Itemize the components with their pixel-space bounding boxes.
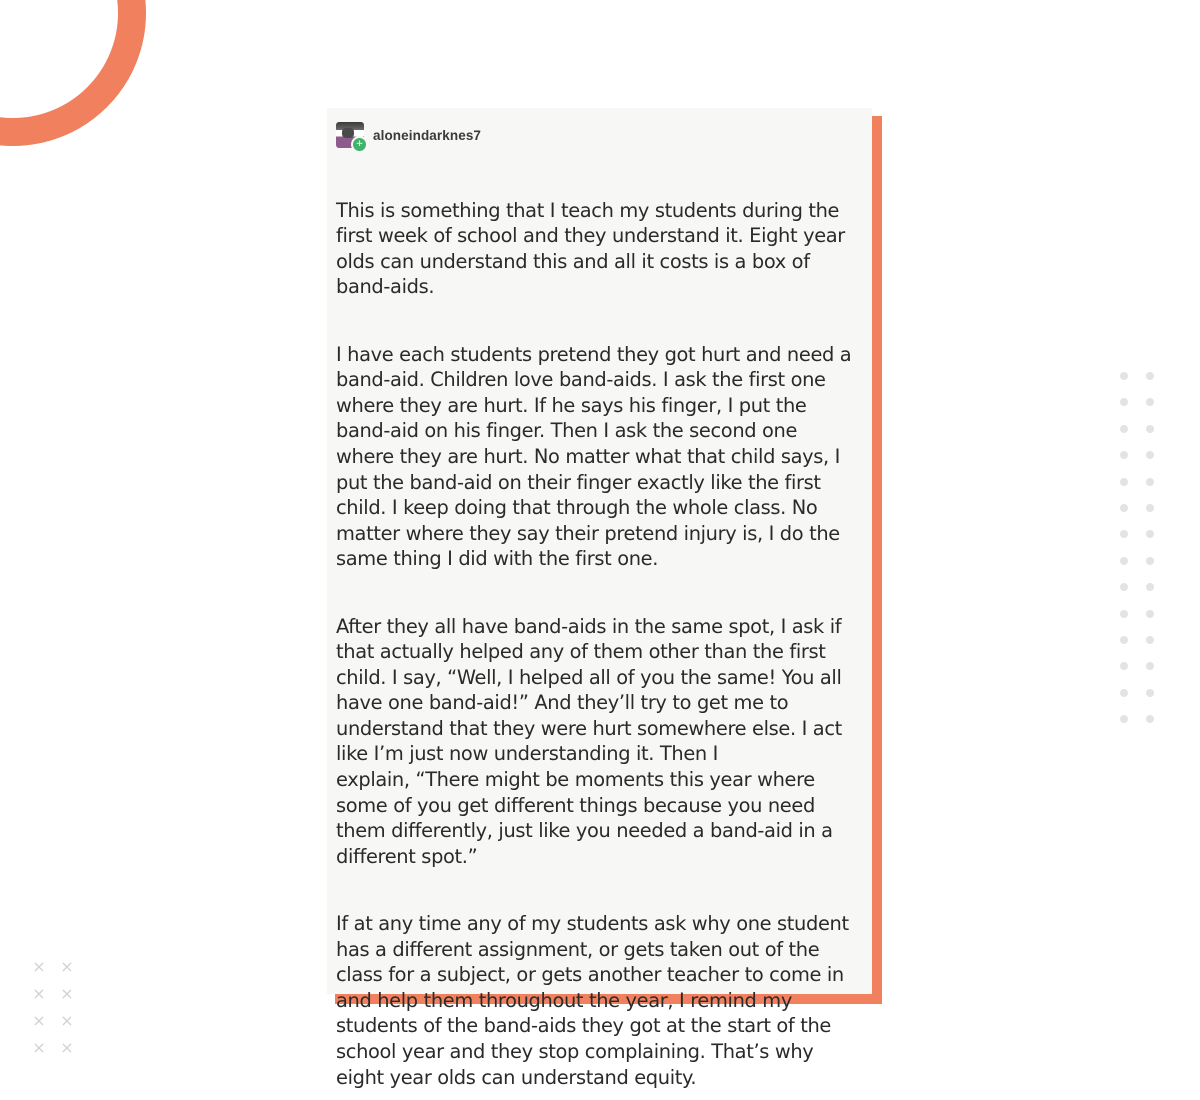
post-paragraph: If at any time any of my students ask why one student has a different assignment, or gets taken out of the class for a subject, or gets another teacher to come in and help them throughout the year, I remind my students of the band-aids they got at the start of the school year and they stop complaining. That’s why eight year olds can understand equity. (336, 912, 849, 1089)
post-card (327, 108, 872, 1089)
follow-plus-icon[interactable]: + (351, 136, 368, 153)
post-header (336, 120, 872, 150)
post-body (336, 172, 871, 1100)
post-paragraph: This is something that I teach my students during the first week of school and they understand it. Eight year olds can understand this and all it costs is a box of band-aids. (336, 198, 845, 299)
username[interactable]: aloneindarknes7 (373, 127, 482, 143)
post-paragraph: After they all have band-aids in the same spot, I ask if that actually helped any of them other than the first child. I say, “Well, I helped all of you the same! You all have one band-aid!” And they’ll try to get me to understand that they were hurt somewhere else. I act like I’m just now understanding it. Then I explain, “There might be moments this year where some of you get different things because you need them differently, just like you needed a band-aid in a different spot.” (336, 614, 842, 868)
avatar-face (342, 128, 354, 138)
decorative-ring (0, 0, 146, 146)
decorative-x-grid: × × × × × × × × (32, 957, 74, 1057)
post-paragraph: I have each students pretend they got hurt and need a band-aid. Children love band-aids. I ask the first one where they are hurt. If he says his finger, I put the band-aid on his finger. Then I ask the second one where they are hurt. No matter what that child says, I put the band-aid on their finger exactly like the first child. I keep doing that through the whole class. No matter where they say their pretend injury is, I do the same thing I did with the first one. (336, 342, 852, 571)
card-accent-frame-right (872, 116, 882, 1004)
user-avatar-icon[interactable] (336, 122, 364, 148)
decorative-dot-grid (1120, 372, 1164, 723)
